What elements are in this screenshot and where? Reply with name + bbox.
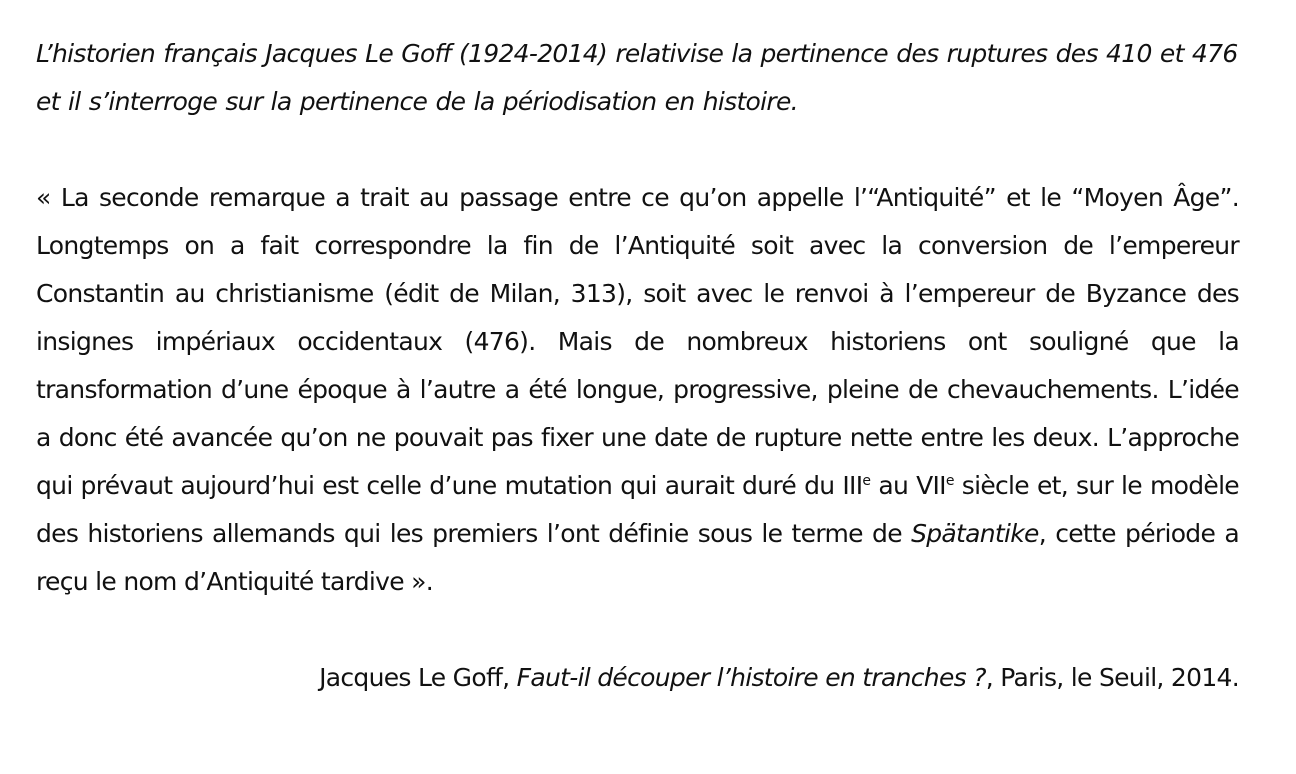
quote-text-2: au VII: [870, 471, 946, 500]
quote-text-1: « La seconde remarque a trait au passage entre ce qu’on appelle l’“Antiquité” et le “Moyen Âge”. Longtemps on a fait correspondre la fin de l’Antiquité soit avec la conversion de l’empereur Constantin au christianisme (édit de Milan, 313), soit avec le renvoi à l’empereur de Byzance des insignes impériaux occidentaux (476). Mais de nombreux historiens ont souligné que la transformation d’une époque à l’autre a été longue, progressive, pleine de chevauchements. L’idée a donc été avancée qu’on ne pouvait pas fixer une date de rupture nette entre les deux. L’approche qui prévaut aujourd’hui est celle d’une mutation qui aurait duré du III: [36, 183, 1239, 500]
superscript-e-2: e: [945, 473, 954, 489]
citation-title: Faut-il découper l’histoire en tranches ?: [516, 663, 986, 692]
superscript-e-1: e: [862, 473, 871, 489]
quote-text-3: siècle et, sur le modèle des historiens allemands qui les premiers l’ont définie sous le terme de: [36, 471, 1239, 548]
quote-term-spatantike: Spätantike: [911, 519, 1039, 548]
source-citation: [36, 654, 1239, 702]
document-page: [36, 30, 1239, 702]
citation-publisher: , Paris, le Seuil, 2014.: [985, 663, 1239, 692]
citation-author: Jacques Le Goff,: [319, 663, 517, 692]
intro-paragraph: L’historien français Jacques Le Goff (1924-2014) relativise la pertinence des ruptures des 410 et 476 et il s’interroge sur la pertinence de la périodisation en histoire.: [36, 39, 1238, 116]
quote-text-4: , cette période a reçu le nom d’Antiquité tardive ».: [36, 519, 1239, 596]
quote-paragraph: [36, 174, 1239, 606]
